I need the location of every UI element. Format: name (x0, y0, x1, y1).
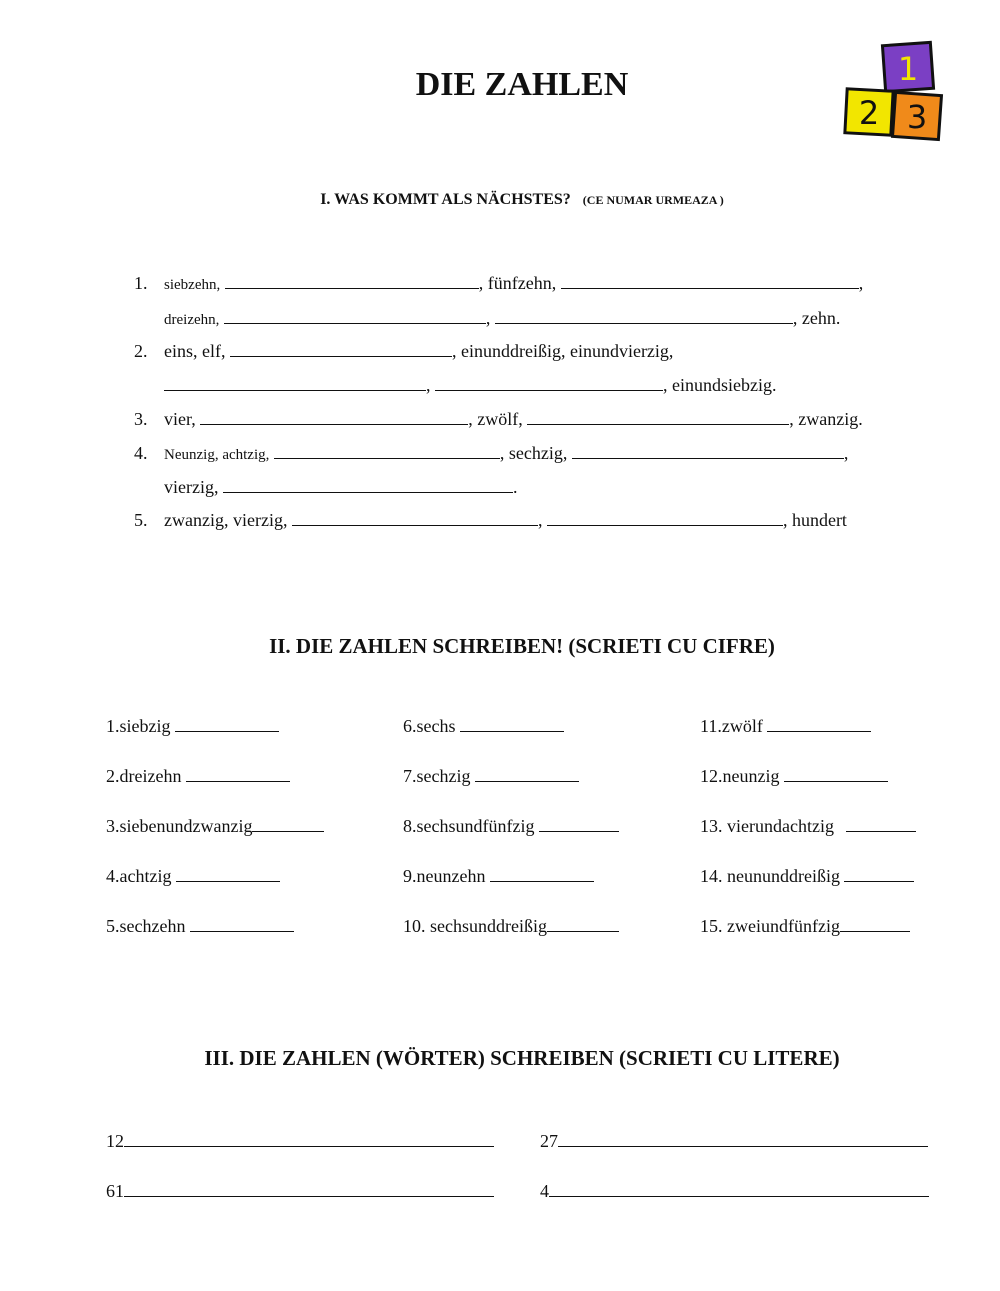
answer-blank[interactable] (176, 866, 280, 882)
exercise-2-line-2 (164, 375, 776, 396)
answer-blank[interactable] (784, 766, 888, 782)
answer-blank[interactable] (840, 916, 910, 932)
answer-blank[interactable] (475, 766, 579, 782)
grid-label: 12.neunzig (700, 766, 780, 786)
grid-label: 14. neununddreißig (700, 866, 840, 886)
grid-label: 13. vierundachtzig (700, 816, 834, 836)
answer-blank[interactable] (547, 510, 783, 526)
answer-blank[interactable] (225, 273, 479, 289)
exercise-text: , einundsiebzig. (663, 375, 777, 395)
grid-item (106, 866, 280, 887)
block-2 (845, 89, 893, 135)
grid-label: 6.sechs (403, 716, 456, 736)
answer-blank[interactable] (186, 766, 290, 782)
exercise-number: 2. (134, 341, 148, 361)
exercise-2-line-1 (164, 341, 673, 362)
answer-blank[interactable] (223, 477, 513, 493)
word-line (106, 1181, 494, 1202)
exercise-text: , fünfzehn, (478, 273, 557, 293)
exercise-text: , (537, 510, 543, 530)
grid-label: 11.zwölf (700, 716, 763, 736)
grid-item (403, 866, 594, 887)
block-1-label: 1 (897, 50, 919, 88)
exercise-1-line-1 (164, 273, 863, 294)
exercise-number: 5. (134, 510, 148, 530)
grid-item (700, 916, 910, 937)
exercise-text: , zehn. (792, 308, 841, 328)
exercise-4-line-1 (164, 443, 848, 464)
grid-item (403, 816, 619, 837)
grid-item (700, 866, 914, 887)
answer-blank[interactable] (846, 816, 916, 832)
answer-blank[interactable] (164, 375, 426, 391)
grid-label: 8.sechsundfünfzig (403, 816, 535, 836)
grid-label: 9.neunzehn (403, 866, 486, 886)
answer-blank[interactable] (190, 916, 294, 932)
answer-blank[interactable] (274, 443, 500, 459)
answer-blank[interactable] (200, 409, 468, 425)
block-3 (893, 92, 942, 139)
exercise-text: eins, elf, (164, 341, 226, 361)
answer-blank[interactable] (495, 308, 793, 324)
exercise-3-line-1 (164, 409, 863, 430)
answer-blank[interactable] (549, 1181, 929, 1197)
answer-blank[interactable] (292, 510, 538, 526)
answer-blank[interactable] (844, 866, 914, 882)
grid-label: 1.siebzig (106, 716, 171, 736)
block-3-label: 3 (906, 98, 928, 136)
block-2-label: 2 (858, 94, 880, 132)
number-blocks-logo (842, 40, 946, 144)
answer-blank[interactable] (547, 916, 619, 932)
exercise-text: . (512, 477, 518, 497)
exercise-4-line-2 (164, 477, 517, 498)
section1-subtitle: (CE NUMAR URMEAZA ) (582, 193, 724, 207)
exercise-5-line-1 (164, 510, 847, 531)
grid-item (106, 766, 290, 787)
answer-blank[interactable] (561, 273, 859, 289)
exercise-text: dreizehn, (164, 312, 220, 328)
answer-blank[interactable] (767, 716, 871, 732)
grid-label: 4.achtzig (106, 866, 172, 886)
grid-item (700, 716, 871, 737)
grid-item (403, 916, 619, 937)
answer-blank[interactable] (230, 341, 452, 357)
grid-item (403, 766, 579, 787)
grid-item (106, 916, 294, 937)
answer-blank[interactable] (539, 816, 619, 832)
word-line-number: 4 (540, 1181, 549, 1201)
answer-blank[interactable] (175, 716, 279, 732)
exercise-text: , (843, 443, 849, 463)
exercise-text: , zwölf, (468, 409, 523, 429)
block-1 (882, 42, 933, 91)
answer-blank[interactable] (435, 375, 663, 391)
page-title: DIE ZAHLEN (415, 66, 629, 103)
grid-label: 10. sechsunddreißig (403, 916, 547, 936)
exercise-text: , hundert (782, 510, 847, 530)
exercise-text: zwanzig, vierzig, (164, 510, 288, 530)
section1-title: I. WAS KOMMT ALS NÄCHSTES? (320, 191, 571, 208)
grid-item (106, 816, 324, 837)
section2-heading: II. DIE ZAHLEN SCHREIBEN! (SCRIETI CU CIFRE) (269, 634, 775, 658)
exercise-text: vierzig, (164, 477, 219, 497)
exercise-text: , (858, 273, 864, 293)
grid-item (700, 766, 888, 787)
answer-blank[interactable] (558, 1131, 928, 1147)
section3-heading: III. DIE ZAHLEN (WÖRTER) SCHREIBEN (SCRIETI CU LITERE) (204, 1046, 840, 1070)
answer-blank[interactable] (490, 866, 594, 882)
answer-blank[interactable] (252, 816, 324, 832)
grid-item (403, 716, 564, 737)
grid-item (700, 816, 916, 837)
word-line (106, 1131, 494, 1152)
exercise-text: , (426, 375, 431, 395)
grid-item (106, 716, 279, 737)
answer-blank[interactable] (527, 409, 789, 425)
exercise-text: , (485, 308, 491, 328)
answer-blank[interactable] (124, 1181, 494, 1197)
word-line (540, 1181, 929, 1202)
word-line (540, 1131, 928, 1152)
exercise-text: , sechzig, (499, 443, 568, 463)
grid-label: 15. zweiundfünfzig (700, 916, 840, 936)
word-line-number: 12 (106, 1131, 124, 1151)
exercise-1-line-2 (164, 308, 840, 329)
grid-label: 2.dreizehn (106, 766, 182, 786)
exercise-text: siebzehn, (164, 277, 221, 293)
section1-heading (0, 191, 1000, 209)
exercise-text: , einunddreißig, einundvierzig, (451, 341, 674, 361)
exercise-text: vier, (164, 409, 196, 429)
exercise-number: 1. (134, 273, 148, 293)
grid-label: 5.sechzehn (106, 916, 186, 936)
grid-label: 7.sechzig (403, 766, 471, 786)
exercise-text: Neunzig, achtzig, (164, 447, 270, 463)
answer-blank[interactable] (124, 1131, 494, 1147)
word-line-number: 61 (106, 1181, 124, 1201)
word-line-number: 27 (540, 1131, 558, 1151)
exercise-number: 3. (134, 409, 148, 429)
answer-blank[interactable] (224, 308, 486, 324)
exercise-text: , zwanzig. (789, 409, 863, 429)
answer-blank[interactable] (460, 716, 564, 732)
answer-blank[interactable] (572, 443, 844, 459)
exercise-number: 4. (134, 443, 148, 463)
grid-label: 3.siebenundzwanzig (106, 816, 253, 836)
